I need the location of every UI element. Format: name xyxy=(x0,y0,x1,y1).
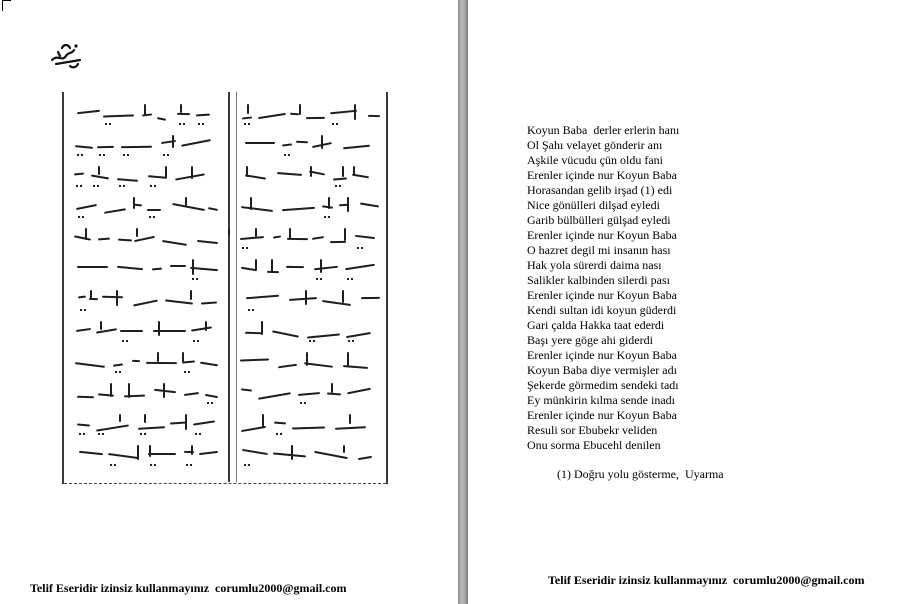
script-dots xyxy=(357,247,363,252)
script-stroke xyxy=(132,359,140,361)
poem-line: Erenler içinde nur Koyun Baba xyxy=(527,168,677,182)
script-dots xyxy=(105,123,111,128)
script-dots xyxy=(244,464,250,469)
script-stroke xyxy=(271,259,273,272)
poem-line: Koyun Baba diye vermişler adı xyxy=(527,363,677,377)
script-dots xyxy=(332,123,338,128)
script-dots xyxy=(78,216,84,221)
script-stroke xyxy=(172,135,174,148)
script-dots xyxy=(347,278,353,283)
script-dots xyxy=(110,464,116,469)
script-stroke xyxy=(97,145,114,147)
script-stroke xyxy=(119,414,121,422)
script-stroke xyxy=(331,383,333,393)
script-dots xyxy=(140,433,146,438)
script-dots xyxy=(179,123,185,128)
script-dots xyxy=(186,464,192,469)
handwritten-page-number xyxy=(50,40,82,70)
poem-text xyxy=(527,123,679,453)
manuscript-column-rule xyxy=(228,92,237,482)
script-stroke xyxy=(85,228,87,240)
script-stroke xyxy=(262,414,264,427)
copyright-notice-right: Telif Eseridir izinsiz kullanmayınız corumlu2000@gmail.com xyxy=(548,573,865,587)
script-stroke xyxy=(343,445,345,453)
footnote: (1) Doğru yolu gösterme, Uyarma xyxy=(557,467,724,481)
script-dots xyxy=(198,123,204,128)
script-stroke xyxy=(245,142,275,144)
script-dots xyxy=(195,433,201,438)
poem-line: Resuli sor Ebubekr veliden xyxy=(527,423,658,437)
script-stroke xyxy=(191,166,193,179)
page-corner-mark xyxy=(2,0,11,11)
script-dots xyxy=(284,154,290,159)
script-dots xyxy=(150,464,156,469)
script-stroke xyxy=(77,396,94,398)
script-dots xyxy=(80,309,86,314)
script-stroke xyxy=(310,166,312,177)
manuscript-frame xyxy=(62,92,388,484)
script-stroke xyxy=(250,197,252,210)
script-stroke xyxy=(184,451,194,453)
script-stroke xyxy=(158,321,160,336)
script-stroke xyxy=(342,166,344,177)
script-dots xyxy=(99,154,105,159)
script-stroke xyxy=(147,209,161,211)
script-dots xyxy=(79,433,85,438)
poem-line: Erenler içinde nur Koyun Baba xyxy=(527,348,677,362)
script-dots xyxy=(77,154,83,159)
copyright-notice-left: Telif Eseridir izinsiz kullanmayınız corumlu2000@gmail.com xyxy=(30,581,347,595)
poem-line: Hak yola sürerdi daima nası xyxy=(527,258,662,272)
script-stroke xyxy=(170,265,186,267)
script-stroke xyxy=(328,197,330,209)
script-dots xyxy=(316,278,322,283)
script-stroke xyxy=(182,352,184,362)
script-stroke xyxy=(118,238,132,241)
script-stroke xyxy=(205,321,207,331)
script-stroke xyxy=(321,135,323,149)
poem-line: Salikler kalbinden silerdi pası xyxy=(527,273,670,287)
script-dots xyxy=(335,185,341,190)
script-dots xyxy=(300,402,306,407)
script-stroke xyxy=(192,259,194,275)
manuscript-bottom-rule xyxy=(64,483,386,484)
script-stroke xyxy=(190,290,192,300)
script-dots xyxy=(163,154,169,159)
script-stroke xyxy=(110,383,112,397)
poem-line: Ey münkirin kılma sende inadı xyxy=(527,393,675,407)
script-dots xyxy=(115,371,121,376)
script-dots xyxy=(149,216,155,221)
script-stroke xyxy=(291,445,293,460)
poem-line: Başı yere göge ahi giderdi xyxy=(527,333,653,347)
script-stroke xyxy=(148,453,176,455)
script-stroke xyxy=(116,290,118,306)
script-stroke xyxy=(98,166,100,175)
script-stroke xyxy=(347,197,349,212)
page-divider xyxy=(458,0,468,604)
poem-line: Horasandan gelib irşad (1) edi xyxy=(527,183,673,197)
script-dots xyxy=(123,154,129,159)
script-stroke xyxy=(306,117,325,119)
script-dots xyxy=(244,123,250,128)
script-stroke xyxy=(185,414,187,430)
script-dots xyxy=(93,185,99,190)
script-dots xyxy=(248,309,254,314)
script-stroke xyxy=(121,145,152,147)
script-stroke xyxy=(90,290,92,300)
script-dots xyxy=(150,185,156,190)
script-stroke xyxy=(342,290,344,303)
script-stroke xyxy=(305,290,307,305)
script-stroke xyxy=(149,445,151,457)
script-dots xyxy=(193,340,199,345)
script-stroke xyxy=(240,358,270,361)
script-stroke xyxy=(361,297,380,299)
poem-line: Erenler içinde nur Koyun Baba xyxy=(527,228,677,242)
script-stroke xyxy=(286,266,304,268)
script-stroke xyxy=(133,197,135,209)
script-stroke xyxy=(255,228,257,237)
script-dots xyxy=(122,340,128,345)
script-stroke xyxy=(289,228,291,239)
script-stroke xyxy=(163,383,165,398)
script-dots xyxy=(324,216,330,221)
poem-line: Ol Şahı velayet gönderir anı xyxy=(527,138,663,152)
script-stroke xyxy=(191,445,193,455)
poem-line: O hazret degil mi insanın hası xyxy=(527,243,671,257)
script-dots xyxy=(309,340,315,345)
script-stroke xyxy=(354,104,356,120)
script-stroke xyxy=(368,115,380,117)
script-stroke xyxy=(246,166,248,177)
poem-line: Gari çalda Hakka taat ederdi xyxy=(527,318,665,332)
script-stroke xyxy=(137,445,139,460)
right-page xyxy=(468,0,914,604)
script-stroke xyxy=(165,166,167,178)
script-stroke xyxy=(247,104,249,114)
poem-line: Erenler içinde nur Koyun Baba xyxy=(527,288,677,302)
poem-line: Şekerde görmedim sendeki tadı xyxy=(527,378,679,392)
poem-line: Nice gönülleri dilşad eyledi xyxy=(527,198,660,212)
script-dots xyxy=(348,340,354,345)
script-dots xyxy=(192,278,198,283)
script-dots xyxy=(98,433,104,438)
script-stroke xyxy=(255,259,257,270)
script-stroke xyxy=(100,321,102,330)
poem-line: Aşkile vücudu çün oldu fani xyxy=(527,153,663,167)
script-stroke xyxy=(185,197,187,206)
script-dots xyxy=(207,402,213,407)
script-dots xyxy=(184,371,190,376)
script-stroke xyxy=(120,330,143,332)
script-stroke xyxy=(320,259,322,273)
script-stroke xyxy=(261,321,263,335)
script-stroke xyxy=(228,228,230,236)
manuscript-image xyxy=(58,88,392,492)
poem-line: Koyun Baba derler erlerin hanı xyxy=(527,123,680,137)
script-stroke xyxy=(144,414,146,423)
script-dots xyxy=(119,185,125,190)
script-dots xyxy=(276,433,282,438)
poem-line: Onu sorma Ebucehl denilen xyxy=(527,438,661,452)
script-dots xyxy=(242,247,248,252)
script-stroke xyxy=(77,266,108,268)
script-stroke xyxy=(144,104,146,116)
poem-line: Kendi sultan idi koyun güderdi xyxy=(527,303,677,317)
poem-line: Garib bülbülleri gülşad eyledi xyxy=(527,213,671,227)
poem-line: Erenler içinde nur Koyun Baba xyxy=(527,408,677,422)
script-dots xyxy=(76,185,82,190)
script-stroke xyxy=(128,383,130,398)
script-stroke xyxy=(180,104,182,113)
script-stroke xyxy=(299,104,301,115)
